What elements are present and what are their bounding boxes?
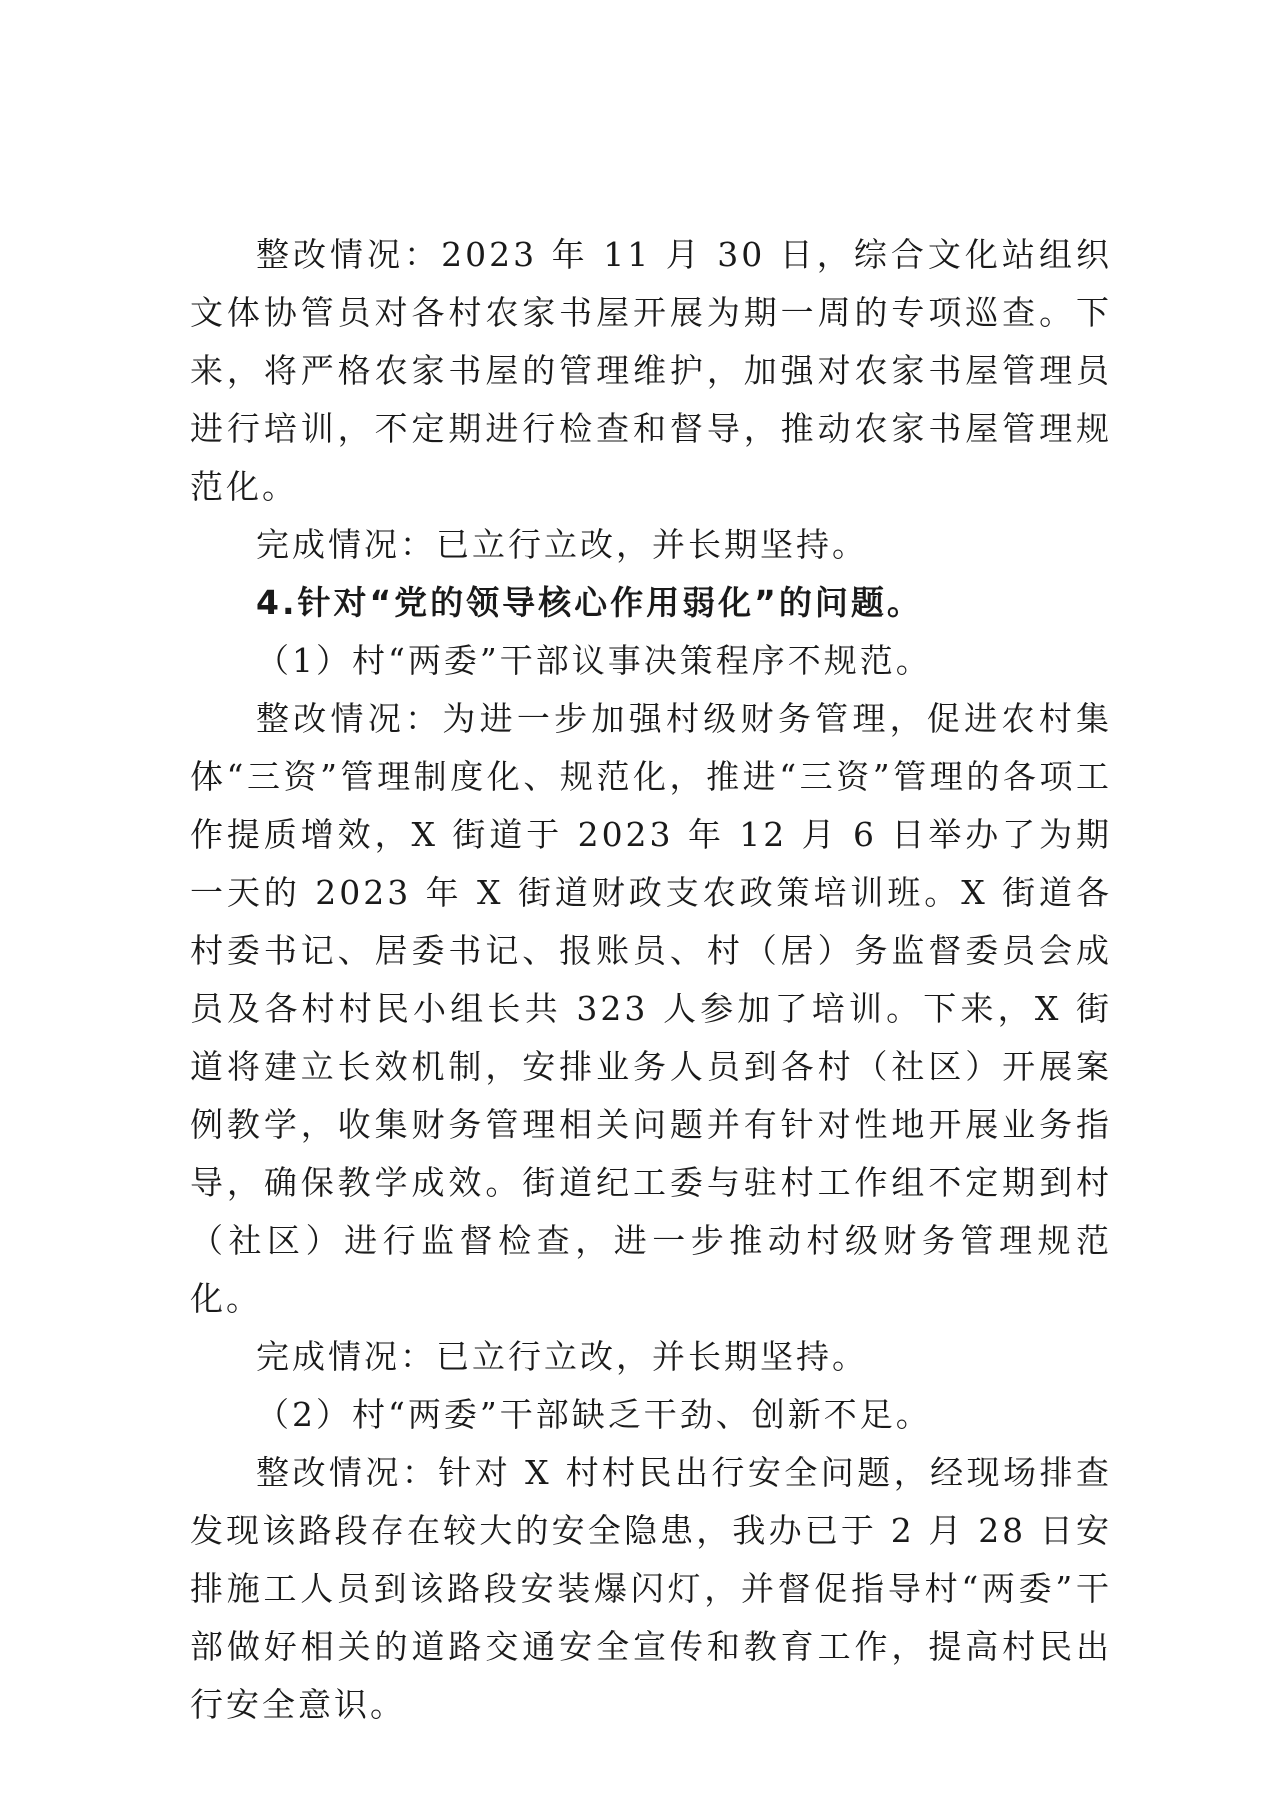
document-body	[190, 226, 1112, 1734]
section-heading-party-leadership: 4.针对“党的领导核心作用弱化”的问题。	[256, 583, 923, 622]
subsection-title-1: （1）村“两委”干部议事决策程序不规范。	[256, 641, 932, 680]
rectification-paragraph-finance-training: 整改情况：为进一步加强村级财务管理，促进农村集体“三资”管理制度化、规范化，推进“三资”管理的各项工作提质增效，X 街道于 2023 年 12 月 6 日举办了为期一天的 2023 年 X 街道财政支农政策培训班。X 街道各村委书记、居委书记、报账员、村（居）务监督委员会成员及各村村民小组长共 323 人参加了培训。下来，X 街道将建立长效机制，安排业务人员到各村（社区）开展案例教学，收集财务管理相关问题并有针对性地开展业务指导，确保教学成效。街道纪工委与驻村工作组不定期到村（社区）进行监督检查，进一步推动村级财务管理规范化。	[190, 699, 1112, 1318]
rectification-paragraph-road-safety: 整改情况：针对 X 村村民出行安全问题，经现场排查发现该路段存在较大的安全隐患，我办已于 2 月 28 日安排施工人员到该路段安装爆闪灯，并督促指导村“两委”干部做好相关的道路交通安全宣传和教育工作，提高村民出行安全意识。	[190, 1453, 1112, 1724]
rectification-paragraph-reading-rooms: 整改情况：2023 年 11 月 30 日，综合文化站组织文体协管员对各村农家书屋开展为期一周的专项巡查。下来，将严格农家书屋的管理维护，加强对农家书屋管理员进行培训，不定期进行检查和督导，推动农家书屋管理规范化。	[190, 235, 1112, 506]
subsection-title-2: （2）村“两委”干部缺乏干劲、创新不足。	[256, 1395, 932, 1434]
completion-status-paragraph: 完成情况：已立行立改，并长期坚持。	[256, 1337, 868, 1376]
completion-status-paragraph: 完成情况：已立行立改，并长期坚持。	[256, 525, 868, 564]
